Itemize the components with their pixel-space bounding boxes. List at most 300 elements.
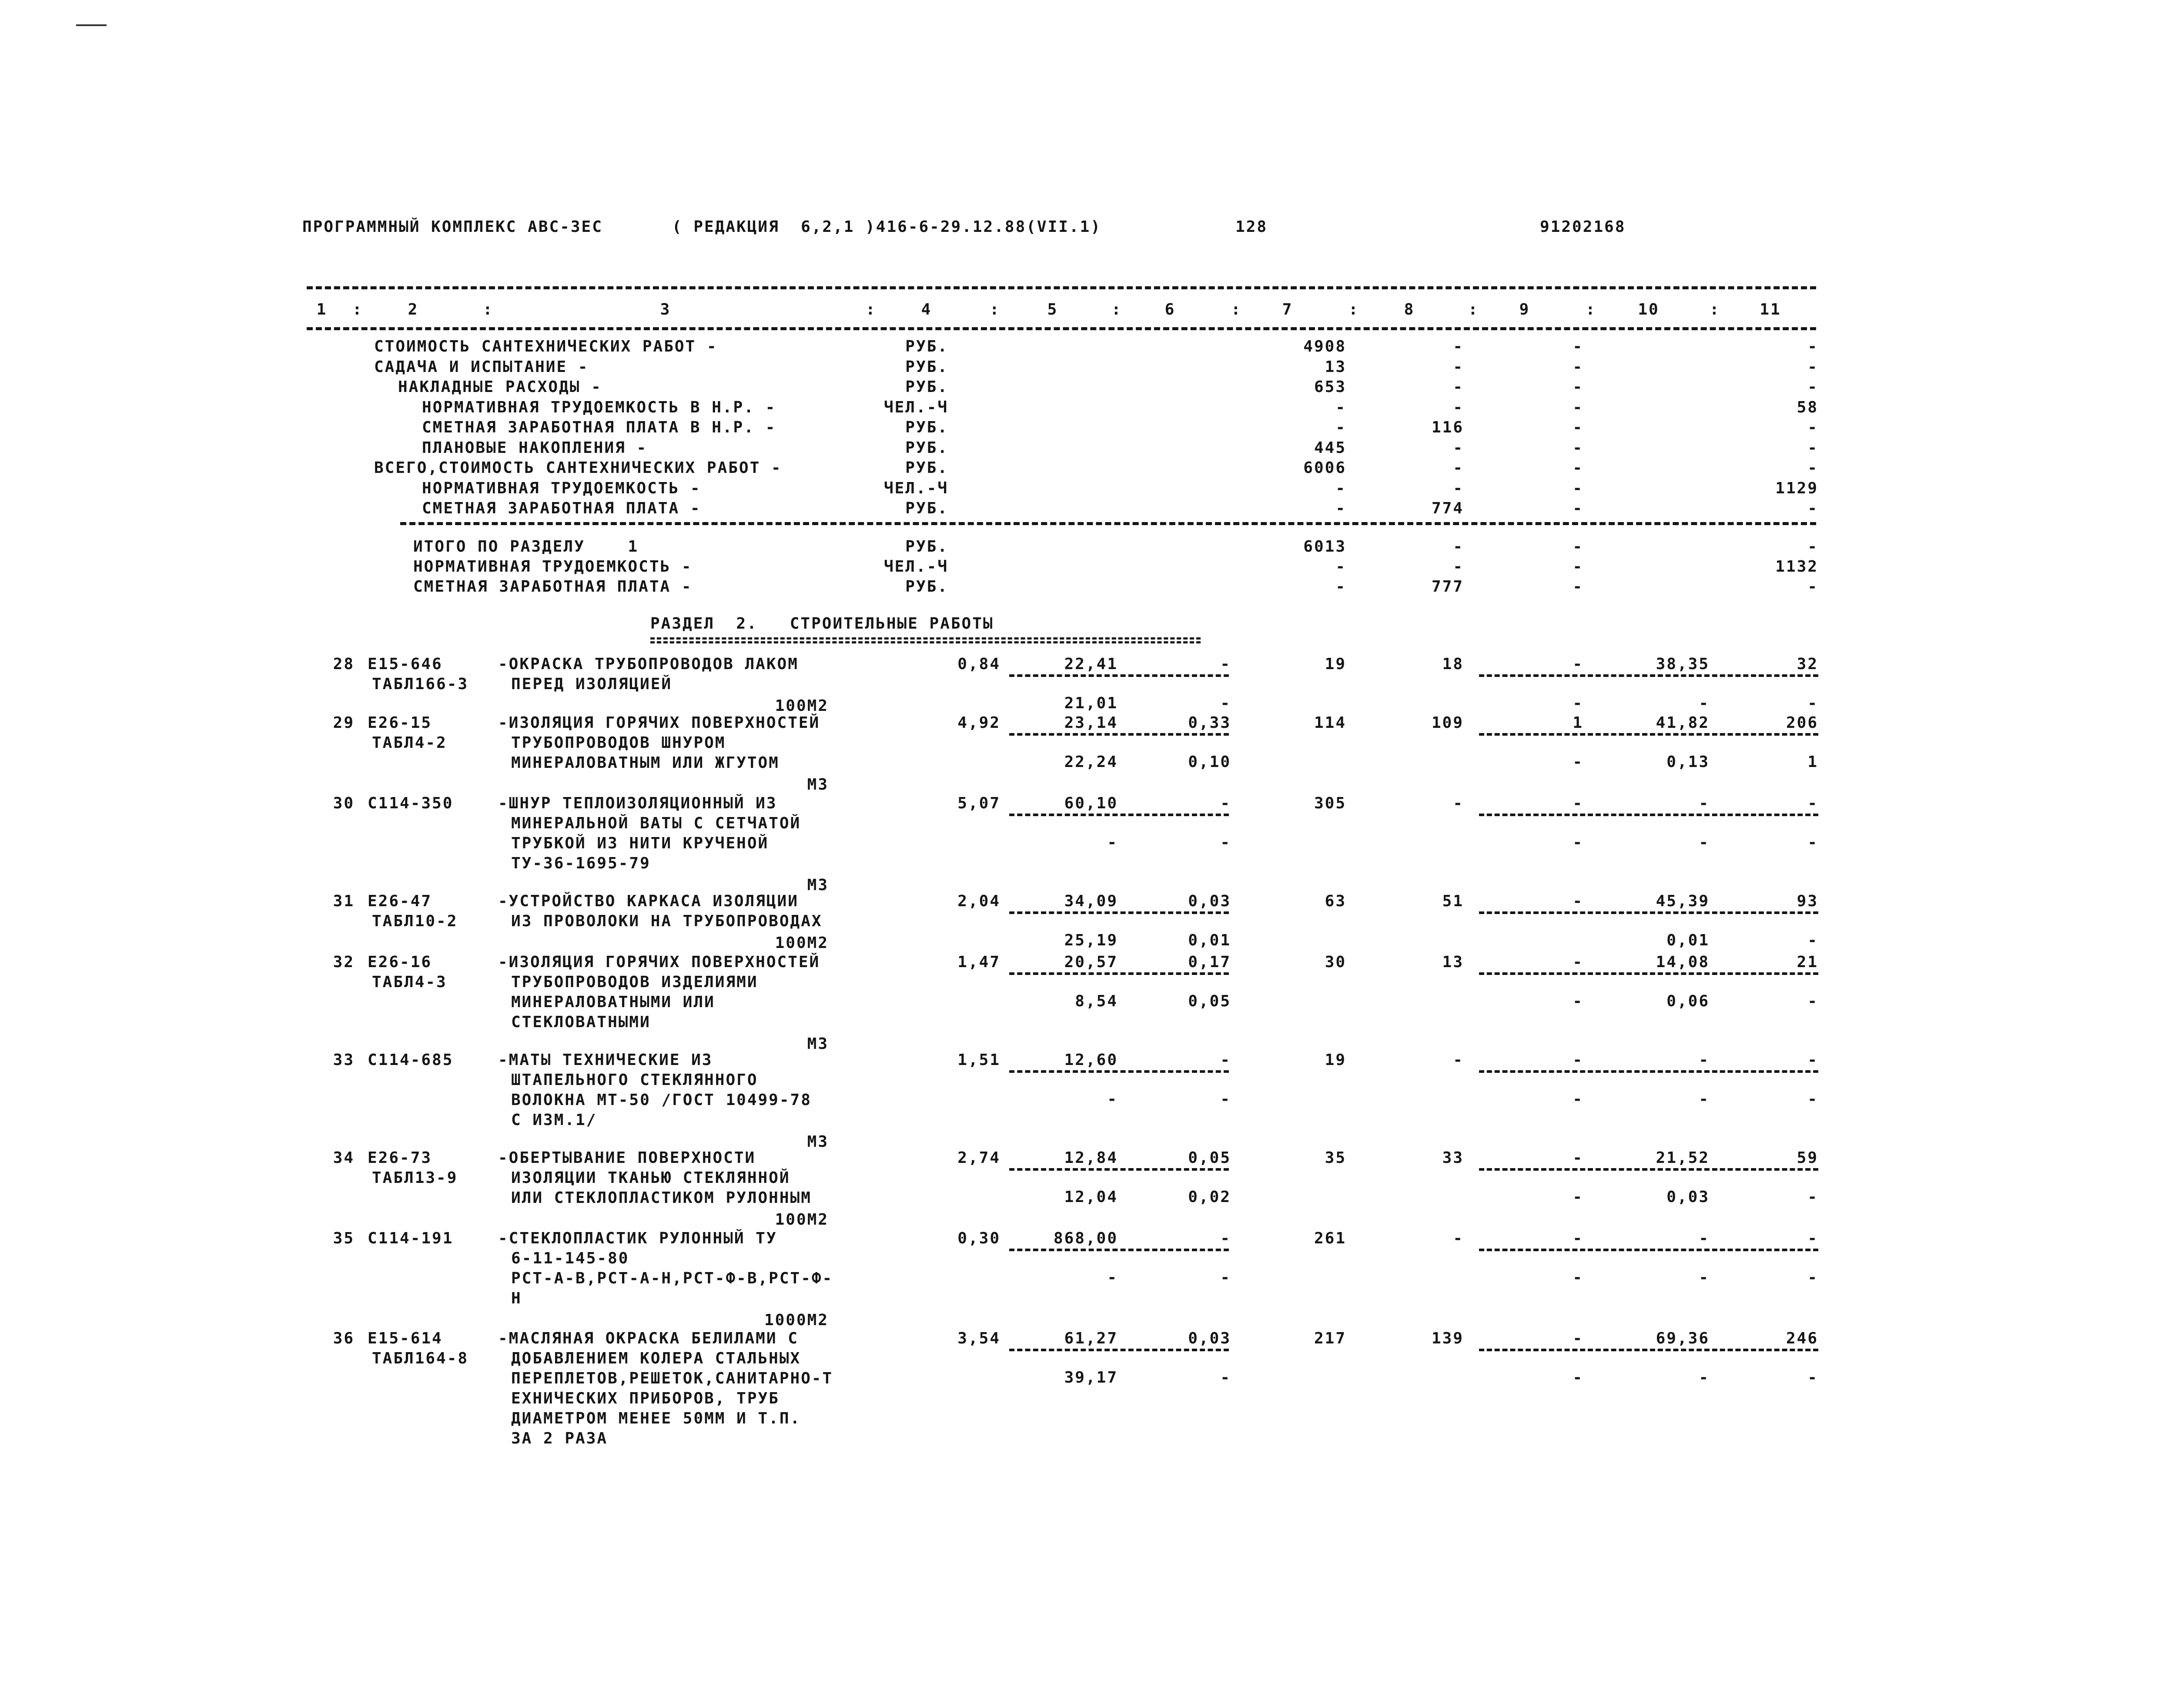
item-description-line: МИНЕРАЛОВАТНЫМ ИЛИ ЖГУТОМ bbox=[511, 754, 780, 772]
column-separator: : bbox=[866, 301, 877, 318]
total-col8: - bbox=[1453, 558, 1464, 576]
summary-label: СМЕТНАЯ ЗАРАБОТНАЯ ПЛАТА - bbox=[422, 499, 701, 517]
item-subrule-left bbox=[1009, 1349, 1229, 1351]
item-col4: 1,47 bbox=[957, 953, 1000, 971]
item-code: С114-191 bbox=[368, 1229, 454, 1247]
summary-col9: - bbox=[1573, 459, 1583, 477]
summary-col9: - bbox=[1573, 358, 1583, 376]
summary-label: СТОИМОСТЬ САНТЕХНИЧЕСКИХ РАБОТ - bbox=[374, 338, 718, 355]
summary-col9: - bbox=[1573, 499, 1583, 517]
column-separator: : bbox=[1348, 301, 1359, 318]
summary-col8: - bbox=[1453, 378, 1464, 396]
item-col6-sub: 0,05 bbox=[1188, 992, 1231, 1010]
item-col9-sub: - bbox=[1573, 1269, 1583, 1286]
item-number: 31 bbox=[333, 892, 355, 910]
column-number-7: 7 bbox=[1282, 301, 1293, 318]
item-subrule-left bbox=[1009, 674, 1229, 677]
column-number-6: 6 bbox=[1164, 301, 1176, 318]
item-table-ref: ТАБЛ4-3 bbox=[372, 973, 447, 991]
summary-col8: - bbox=[1453, 439, 1464, 457]
edition-info: ( РЕДАКЦИЯ 6,2,1 )416-6-29.12.88(VII.1) bbox=[672, 218, 1101, 236]
item-description-line: ДИАМЕТРОМ МЕНЕЕ 50ММ И Т.П. bbox=[511, 1410, 801, 1427]
item-subrule-right bbox=[1479, 1349, 1818, 1351]
item-unit: М3 bbox=[807, 1035, 829, 1053]
item-col10-sub: 0,06 bbox=[1666, 992, 1710, 1010]
item-number: 28 bbox=[333, 655, 355, 673]
item-col8: 18 bbox=[1442, 655, 1464, 673]
item-col8: - bbox=[1453, 1051, 1464, 1069]
item-col4: 1,51 bbox=[957, 1051, 1000, 1069]
item-description-line: С ИЗМ.1/ bbox=[511, 1111, 597, 1129]
item-col9-sub: - bbox=[1573, 1090, 1583, 1108]
total-col9: - bbox=[1573, 558, 1583, 576]
item-code: Е15-646 bbox=[368, 655, 443, 673]
item-col8: 51 bbox=[1442, 892, 1464, 910]
total-unit: РУБ. bbox=[905, 538, 948, 556]
item-col11-sub: - bbox=[1807, 992, 1818, 1010]
item-col10: 69,36 bbox=[1656, 1330, 1710, 1347]
item-number: 33 bbox=[333, 1051, 355, 1069]
item-code: Е26-73 bbox=[368, 1149, 432, 1167]
item-unit: М3 bbox=[807, 1133, 829, 1151]
item-col6: - bbox=[1220, 655, 1231, 673]
item-unit: 100М2 bbox=[775, 697, 829, 715]
item-col5-sub: 25,19 bbox=[1064, 931, 1118, 949]
total-col9: - bbox=[1573, 538, 1583, 556]
header-rule-bottom bbox=[307, 327, 1816, 330]
summary-unit: РУБ. bbox=[905, 378, 948, 396]
column-separator: : bbox=[1468, 301, 1479, 318]
item-code: С114-350 bbox=[368, 794, 454, 812]
page-number: 128 bbox=[1235, 218, 1268, 236]
column-separator: : bbox=[483, 301, 494, 318]
item-subrule-left bbox=[1009, 1070, 1229, 1073]
item-col10-sub: - bbox=[1699, 1269, 1710, 1286]
item-number: 36 bbox=[333, 1330, 355, 1347]
summary-col7: 445 bbox=[1314, 439, 1346, 457]
summary-col7: 6006 bbox=[1303, 459, 1346, 477]
item-unit: М3 bbox=[807, 876, 829, 894]
item-col11: - bbox=[1807, 1229, 1818, 1247]
item-col5-sub: - bbox=[1107, 1269, 1118, 1286]
item-description-line: 6-11-145-80 bbox=[511, 1249, 629, 1267]
item-col6-sub: - bbox=[1220, 694, 1231, 712]
item-subrule-left bbox=[1009, 911, 1229, 914]
document-code: 91202168 bbox=[1540, 218, 1626, 236]
summary-col11: - bbox=[1807, 338, 1818, 355]
total-col8: - bbox=[1453, 538, 1464, 556]
summary-label: НОРМАТИВНАЯ ТРУДОЕМКОСТЬ - bbox=[422, 479, 701, 497]
item-col7: 63 bbox=[1325, 892, 1346, 910]
item-description-line: -ОБЕРТЫВАНИЕ ПОВЕРХНОСТИ bbox=[498, 1149, 756, 1167]
item-subrule-left bbox=[1009, 814, 1229, 816]
item-col9-sub: - bbox=[1573, 834, 1583, 851]
item-col8: 13 bbox=[1442, 953, 1464, 971]
summary-unit: РУБ. bbox=[905, 499, 948, 517]
header-rule-top bbox=[307, 286, 1816, 289]
item-col6: 0,05 bbox=[1188, 1149, 1231, 1167]
item-col9-sub: - bbox=[1573, 1369, 1583, 1386]
item-col6: 0,03 bbox=[1188, 1330, 1231, 1347]
item-col9-sub: - bbox=[1573, 753, 1583, 771]
summary-col8: - bbox=[1453, 459, 1464, 477]
item-subrule-left bbox=[1009, 1249, 1229, 1251]
item-unit: М3 bbox=[807, 776, 829, 794]
total-col11: - bbox=[1807, 578, 1818, 596]
item-code: Е26-47 bbox=[368, 892, 432, 910]
summary-label: ПЛАНОВЫЕ НАКОПЛЕНИЯ - bbox=[422, 439, 648, 457]
summary-col8: - bbox=[1453, 398, 1464, 416]
item-col10: 38,35 bbox=[1656, 655, 1710, 673]
item-subrule-left bbox=[1009, 733, 1229, 736]
item-col4: 0,30 bbox=[957, 1229, 1000, 1247]
item-unit: 1000М2 bbox=[764, 1311, 829, 1329]
summary-col8: - bbox=[1453, 338, 1464, 355]
item-description-line: ТРУБКОЙ ИЗ НИТИ КРУЧЕНОЙ bbox=[511, 834, 769, 852]
summary-label: СМЕТНАЯ ЗАРАБОТНАЯ ПЛАТА В Н.Р. - bbox=[422, 419, 776, 436]
item-number: 29 bbox=[333, 714, 355, 732]
item-col10: - bbox=[1699, 794, 1710, 812]
summary-col8: 116 bbox=[1431, 419, 1464, 436]
column-number-2: 2 bbox=[408, 301, 419, 318]
item-col6-sub: - bbox=[1220, 1269, 1231, 1286]
item-description-line: Н bbox=[511, 1289, 522, 1307]
summary-col9: - bbox=[1573, 439, 1583, 457]
section-title-underline bbox=[650, 637, 1201, 643]
item-col10: 41,82 bbox=[1656, 714, 1710, 732]
total-col11: 1132 bbox=[1775, 558, 1818, 576]
column-number-10: 10 bbox=[1638, 301, 1660, 318]
item-col7: 217 bbox=[1314, 1330, 1346, 1347]
item-unit: 100М2 bbox=[775, 934, 829, 952]
item-col4: 4,92 bbox=[957, 714, 1000, 732]
summary-label: САДАЧА И ИСПЫТАНИЕ - bbox=[374, 358, 589, 376]
item-description-line: ТРУБОПРОВОДОВ ИЗДЕЛИЯМИ bbox=[511, 973, 758, 991]
item-col6-sub: 0,02 bbox=[1188, 1188, 1231, 1206]
item-col7: 261 bbox=[1314, 1229, 1346, 1247]
item-col5: 12,84 bbox=[1064, 1149, 1118, 1167]
item-col11-sub: - bbox=[1807, 694, 1818, 712]
item-description-line: ВОЛОКНА МТ-50 /ГОСТ 10499-78 bbox=[511, 1091, 812, 1109]
item-description-line: ЕХНИЧЕСКИХ ПРИБОРОВ, ТРУБ bbox=[511, 1390, 780, 1407]
item-col8: - bbox=[1453, 794, 1464, 812]
summary-col7: - bbox=[1335, 499, 1346, 517]
item-description-line: МИНЕРАЛЬНОЙ ВАТЫ С СЕТЧАТОЙ bbox=[511, 814, 801, 832]
item-code: Е15-614 bbox=[368, 1330, 443, 1347]
item-subrule-right bbox=[1479, 1168, 1818, 1171]
item-description-line: ПЕРЕД ИЗОЛЯЦИЕЙ bbox=[511, 675, 673, 693]
item-col7: 305 bbox=[1314, 794, 1346, 812]
item-subrule-right bbox=[1479, 911, 1818, 914]
item-description-line: ПЕРЕПЛЕТОВ,РЕШЕТОК,САНИТАРНО-Т bbox=[511, 1370, 833, 1387]
item-col8: 109 bbox=[1431, 714, 1464, 732]
item-col6: 0,17 bbox=[1188, 953, 1231, 971]
summary-col11: - bbox=[1807, 439, 1818, 457]
summary-col11: 1129 bbox=[1775, 479, 1818, 497]
item-subrule-right bbox=[1479, 1070, 1818, 1073]
column-separator: : bbox=[1586, 301, 1596, 318]
item-description-line: -ОКРАСКА ТРУБОПРОВОДОВ ЛАКОМ bbox=[498, 655, 799, 673]
item-col6: - bbox=[1220, 794, 1231, 812]
item-col9: - bbox=[1573, 794, 1583, 812]
item-col5: 34,09 bbox=[1064, 892, 1118, 910]
item-description-line: РСТ-А-В,РСТ-А-Н,РСТ-Ф-В,РСТ-Ф- bbox=[511, 1269, 833, 1287]
item-col5: 20,57 bbox=[1064, 953, 1118, 971]
item-description-line: -ИЗОЛЯЦИЯ ГОРЯЧИХ ПОВЕРХНОСТЕЙ bbox=[498, 953, 820, 971]
item-col11-sub: - bbox=[1807, 1188, 1818, 1206]
summary-col8: - bbox=[1453, 479, 1464, 497]
item-col5-sub: 21,01 bbox=[1064, 694, 1118, 712]
total-unit: РУБ. bbox=[905, 578, 948, 596]
item-subrule-right bbox=[1479, 1249, 1818, 1251]
item-col6-sub: - bbox=[1220, 1090, 1231, 1108]
item-subrule-left bbox=[1009, 972, 1229, 975]
item-col4: 5,07 bbox=[957, 794, 1000, 812]
column-number-1: 1 bbox=[316, 301, 328, 318]
column-number-9: 9 bbox=[1519, 301, 1530, 318]
summary-label: НАКЛАДНЫЕ РАСХОДЫ - bbox=[398, 378, 602, 396]
item-col5-sub: - bbox=[1107, 1090, 1118, 1108]
item-subrule-right bbox=[1479, 733, 1818, 736]
item-col4: 2,04 bbox=[957, 892, 1000, 910]
item-col9: - bbox=[1573, 953, 1583, 971]
item-col9: - bbox=[1573, 1229, 1583, 1247]
item-number: 35 bbox=[333, 1229, 355, 1247]
total-col7: - bbox=[1335, 578, 1346, 596]
item-col5-sub: - bbox=[1107, 834, 1118, 851]
item-col11: - bbox=[1807, 794, 1818, 812]
item-description-line: -СТЕКЛОПЛАСТИК РУЛОННЫЙ ТУ bbox=[498, 1229, 777, 1247]
summary-col7: 653 bbox=[1314, 378, 1346, 396]
item-col5-sub: 22,24 bbox=[1064, 753, 1118, 771]
summary-col11: - bbox=[1807, 459, 1818, 477]
item-col11: - bbox=[1807, 1051, 1818, 1069]
item-table-ref: ТАБЛ13-9 bbox=[372, 1169, 458, 1187]
item-col6-sub: 0,10 bbox=[1188, 753, 1231, 771]
item-col8: 139 bbox=[1431, 1330, 1464, 1347]
item-subrule-right bbox=[1479, 814, 1818, 816]
item-unit: 100М2 bbox=[775, 1211, 829, 1229]
item-col6-sub: - bbox=[1220, 834, 1231, 851]
item-col11-sub: - bbox=[1807, 834, 1818, 851]
item-col9: - bbox=[1573, 655, 1583, 673]
item-code: С114-685 bbox=[368, 1051, 454, 1069]
item-description-line: -ИЗОЛЯЦИЯ ГОРЯЧИХ ПОВЕРХНОСТЕЙ bbox=[498, 714, 820, 732]
total-col7: 6013 bbox=[1303, 538, 1346, 556]
item-col10-sub: - bbox=[1699, 1090, 1710, 1108]
column-separator: : bbox=[1710, 301, 1720, 318]
item-number: 30 bbox=[333, 794, 355, 812]
item-col11: 32 bbox=[1797, 655, 1818, 673]
item-description-line: МИНЕРАЛОВАТНЫМИ ИЛИ bbox=[511, 993, 715, 1011]
item-col5: 22,41 bbox=[1064, 655, 1118, 673]
item-col5: 23,14 bbox=[1064, 714, 1118, 732]
item-subrule-right bbox=[1479, 674, 1818, 677]
item-subrule-right bbox=[1479, 972, 1818, 975]
item-col5: 868,00 bbox=[1053, 1229, 1118, 1247]
column-number-11: 11 bbox=[1760, 301, 1781, 318]
item-col5: 61,27 bbox=[1064, 1330, 1118, 1347]
item-number: 34 bbox=[333, 1149, 355, 1167]
item-table-ref: ТАБЛ166-3 bbox=[372, 675, 469, 693]
item-col4: 0,84 bbox=[957, 655, 1000, 673]
item-col4: 3,54 bbox=[957, 1330, 1000, 1347]
item-col10: 14,08 bbox=[1656, 953, 1710, 971]
item-col10-sub: 0,13 bbox=[1666, 753, 1710, 771]
item-col6-sub: - bbox=[1220, 1369, 1231, 1386]
summary-unit: РУБ. bbox=[905, 439, 948, 457]
item-col9: 1 bbox=[1573, 714, 1583, 732]
item-table-ref: ТАБЛ4-2 bbox=[372, 734, 447, 752]
item-col10: - bbox=[1699, 1229, 1710, 1247]
item-table-ref: ТАБЛ164-8 bbox=[372, 1350, 469, 1367]
item-description-line: ЗА 2 РАЗА bbox=[511, 1430, 608, 1447]
summary-col11: - bbox=[1807, 358, 1818, 376]
item-col9: - bbox=[1573, 1149, 1583, 1167]
item-col5: 60,10 bbox=[1064, 794, 1118, 812]
item-col11-sub: - bbox=[1807, 931, 1818, 949]
item-description-line: ИЗ ПРОВОЛОКИ НА ТРУБОПРОВОДАХ bbox=[511, 912, 823, 930]
summary-col7: 4908 bbox=[1303, 338, 1346, 355]
summary-col9: - bbox=[1573, 419, 1583, 436]
item-col11: 206 bbox=[1786, 714, 1818, 732]
item-number: 32 bbox=[333, 953, 355, 971]
summary-col11: - bbox=[1807, 378, 1818, 396]
item-col6: 0,33 bbox=[1188, 714, 1231, 732]
summary-col9: - bbox=[1573, 479, 1583, 497]
item-description-line: ДОБАВЛЕНИЕМ КОЛЕРА СТАЛЬНЫХ bbox=[511, 1350, 801, 1367]
item-col6: - bbox=[1220, 1051, 1231, 1069]
item-col10: - bbox=[1699, 1051, 1710, 1069]
item-description-line: ИЛИ СТЕКЛОПЛАСТИКОМ РУЛОННЫМ bbox=[511, 1189, 812, 1207]
total-label: ИТОГО ПО РАЗДЕЛУ 1 bbox=[413, 538, 639, 556]
item-subrule-left bbox=[1009, 1168, 1229, 1171]
item-col5-sub: 39,17 bbox=[1064, 1369, 1118, 1386]
item-col5: 12,60 bbox=[1064, 1051, 1118, 1069]
item-col9-sub: - bbox=[1573, 694, 1583, 712]
item-col7: 114 bbox=[1314, 714, 1346, 732]
item-col10: 45,39 bbox=[1656, 892, 1710, 910]
item-col5-sub: 8,54 bbox=[1075, 992, 1118, 1010]
item-col7: 35 bbox=[1325, 1149, 1346, 1167]
item-description-line: ШТАПЕЛЬНОГО СТЕКЛЯННОГО bbox=[511, 1071, 758, 1089]
summary-unit: ЧЕЛ.-Ч bbox=[883, 479, 948, 497]
item-col4: 2,74 bbox=[957, 1149, 1000, 1167]
item-col9: - bbox=[1573, 892, 1583, 910]
total-unit: ЧЕЛ.-Ч bbox=[883, 558, 948, 576]
summary-col8: 774 bbox=[1431, 499, 1464, 517]
summary-rule bbox=[400, 522, 1816, 525]
item-col9-sub: - bbox=[1573, 1188, 1583, 1206]
item-col5-sub: 12,04 bbox=[1064, 1188, 1118, 1206]
summary-col9: - bbox=[1573, 378, 1583, 396]
item-description-line: -МАТЫ ТЕХНИЧЕСКИЕ ИЗ bbox=[498, 1051, 713, 1069]
item-col9: - bbox=[1573, 1051, 1583, 1069]
summary-col7: - bbox=[1335, 398, 1346, 416]
total-col9: - bbox=[1573, 578, 1583, 596]
item-col10: 21,52 bbox=[1656, 1149, 1710, 1167]
item-col10-sub: 0,03 bbox=[1666, 1188, 1710, 1206]
item-description-line: ТРУБОПРОВОДОВ ШНУРОМ bbox=[511, 734, 726, 752]
item-col7: 19 bbox=[1325, 1051, 1346, 1069]
item-col8: 33 bbox=[1442, 1149, 1464, 1167]
summary-col7: 13 bbox=[1325, 358, 1346, 376]
summary-unit: ЧЕЛ.-Ч bbox=[883, 398, 948, 416]
item-col11-sub: 1 bbox=[1807, 753, 1818, 771]
item-description-line: СТЕКЛОВАТНЫМИ bbox=[511, 1013, 651, 1031]
program-name: ПРОГРАММНЫЙ КОМПЛЕКС АВС-3ЕС bbox=[302, 218, 603, 236]
summary-col9: - bbox=[1573, 338, 1583, 355]
item-col11: 59 bbox=[1797, 1149, 1818, 1167]
total-col8: 777 bbox=[1431, 578, 1464, 596]
item-col9: - bbox=[1573, 1330, 1583, 1347]
item-col11: 246 bbox=[1786, 1330, 1818, 1347]
item-col10-sub: 0,01 bbox=[1666, 931, 1710, 949]
summary-unit: РУБ. bbox=[905, 358, 948, 376]
item-col8: - bbox=[1453, 1229, 1464, 1247]
summary-col7: - bbox=[1335, 479, 1346, 497]
item-table-ref: ТАБЛ10-2 bbox=[372, 912, 458, 930]
total-col11: - bbox=[1807, 538, 1818, 556]
item-col7: 19 bbox=[1325, 655, 1346, 673]
summary-col11: - bbox=[1807, 499, 1818, 517]
summary-unit: РУБ. bbox=[905, 338, 948, 355]
column-number-4: 4 bbox=[921, 301, 932, 318]
item-col6: 0,03 bbox=[1188, 892, 1231, 910]
column-number-8: 8 bbox=[1404, 301, 1415, 318]
summary-col11: - bbox=[1807, 419, 1818, 436]
column-number-5: 5 bbox=[1047, 301, 1058, 318]
item-col9-sub: - bbox=[1573, 992, 1583, 1010]
item-col10-sub: - bbox=[1699, 694, 1710, 712]
item-description-line: ИЗОЛЯЦИИ ТКАНЬЮ СТЕКЛЯННОЙ bbox=[511, 1169, 790, 1187]
summary-col9: - bbox=[1573, 398, 1583, 416]
summary-col11: 58 bbox=[1797, 398, 1818, 416]
item-col7: 30 bbox=[1325, 953, 1346, 971]
summary-unit: РУБ. bbox=[905, 459, 948, 477]
item-col6: - bbox=[1220, 1229, 1231, 1247]
column-separator: : bbox=[1111, 301, 1122, 318]
total-label: СМЕТНАЯ ЗАРАБОТНАЯ ПЛАТА - bbox=[413, 578, 693, 596]
summary-col7: - bbox=[1335, 419, 1346, 436]
summary-unit: РУБ. bbox=[905, 419, 948, 436]
scan-mark bbox=[76, 24, 107, 26]
total-label: НОРМАТИВНАЯ ТРУДОЕМКОСТЬ - bbox=[413, 558, 693, 576]
item-description-line: -УСТРОЙСТВО КАРКАСА ИЗОЛЯЦИИ bbox=[498, 892, 799, 910]
total-col7: - bbox=[1335, 558, 1346, 576]
item-col11-sub: - bbox=[1807, 1090, 1818, 1108]
item-description-line: -МАСЛЯНАЯ ОКРАСКА БЕЛИЛАМИ С bbox=[498, 1330, 799, 1347]
column-separator: : bbox=[990, 301, 1000, 318]
item-col10-sub: - bbox=[1699, 1369, 1710, 1386]
item-col11-sub: - bbox=[1807, 1269, 1818, 1286]
column-separator: : bbox=[352, 301, 363, 318]
section-title: РАЗДЕЛ 2. СТРОИТЕЛЬНЫЕ РАБОТЫ bbox=[650, 615, 994, 633]
item-col11: 93 bbox=[1797, 892, 1818, 910]
item-code: Е26-16 bbox=[368, 953, 432, 971]
item-description-line: ТУ-36-1695-79 bbox=[511, 854, 651, 872]
column-separator: : bbox=[1231, 301, 1242, 318]
summary-label: НОРМАТИВНАЯ ТРУДОЕМКОСТЬ В Н.Р. - bbox=[422, 398, 776, 416]
summary-label: ВСЕГО,СТОИМОСТЬ САНТЕХНИЧЕСКИХ РАБОТ - bbox=[374, 459, 782, 477]
item-col11: 21 bbox=[1797, 953, 1818, 971]
item-col10-sub: - bbox=[1699, 834, 1710, 851]
item-col11-sub: - bbox=[1807, 1369, 1818, 1386]
item-description-line: -ШНУР ТЕПЛОИЗОЛЯЦИОННЫЙ ИЗ bbox=[498, 794, 777, 812]
column-number-3: 3 bbox=[660, 301, 671, 318]
item-code: Е26-15 bbox=[368, 714, 432, 732]
summary-col8: - bbox=[1453, 358, 1464, 376]
